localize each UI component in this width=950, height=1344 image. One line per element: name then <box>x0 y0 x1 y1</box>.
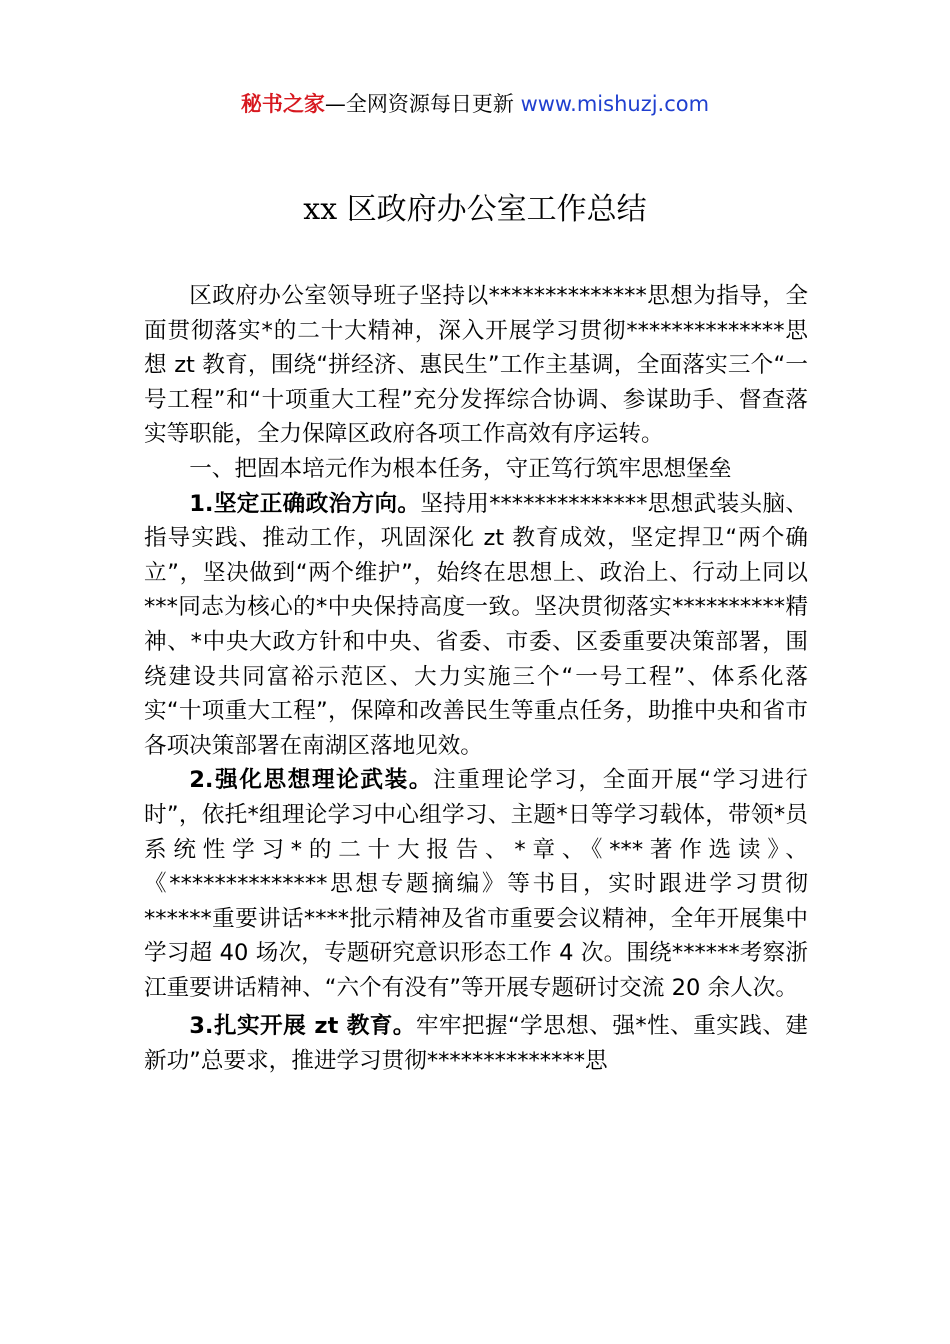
site-url-link[interactable]: www.mishuzj.com <box>520 92 710 116</box>
item-lead-2: 2.强化思想理论武装。 <box>189 767 434 794</box>
document-body <box>144 279 808 1079</box>
site-brand: 秘书之家 <box>240 92 325 116</box>
document-title-text: 区政府办公室工作总结 <box>346 192 647 227</box>
document-title <box>0 188 950 232</box>
item-lead-3: 3.扎实开展 zt 教育。 <box>189 1013 416 1040</box>
item-body-3: 牢牢把握“学思想、强*性、重实践、建新功”总要求，推进学习贯彻**************思 <box>144 1013 808 1075</box>
site-header <box>0 88 950 120</box>
item-body-1: 坚持用**************思想武装头脑、指导实践、推动工作，巩固深化 zt 教育成效，坚定捍卫“两个确立”，坚决做到“两个维护”，始终在思想上、政治上、行动上同以***同志为核心的*中央保持高度一致。坚决贯彻落实**********精神、*中央大政方针和中央、省委、市委、区委重要决策部署，围绕建设共同富裕示范区、大力实施三个“一号工程”、体系化落实“十项重大工程”，保障和改善民生等重点任务，助推中央和省市各项决策部署在南湖区落地见效。 <box>144 490 808 759</box>
item-paragraph-1 <box>144 487 808 764</box>
item-body-2: 注重理论学习，全面开展“学习进行时”，依托*组理论学习中心组学习、主题*日等学习载体，带领*员系统性学习*的二十大报告、*章、《***著作选读》、《**************思想专题摘编》等书目，实时跟进学习贯彻******重要讲话****批示精神及省市重要会议精神，全年开展集中学习超 40 场次，专题研究意识形态工作 4 次。围绕******考察浙江重要讲话精神、“六个有没有”等开展专题研讨交流 20 余人次。 <box>144 767 808 1001</box>
intro-paragraph: 区政府办公室领导班子坚持以**************思想为指导，全面贯彻落实*的二十大精神，深入开展学习贯彻**************思想 zt 教育，围绕“拼经济、惠民生”工作主基调，全面落实三个“一号工程”和“十项重大工程”充分发挥综合协调、参谋助手、督查落实等职能，全力保障区政府各项工作高效有序运转。 <box>144 283 808 448</box>
item-paragraph-3 <box>144 1009 808 1078</box>
item-lead-1: 1.坚定正确政治方向。 <box>189 490 421 517</box>
section-heading: 一、把固本培元作为根本任务，守正笃行筑牢思想堡垒 <box>189 455 732 482</box>
site-tagline: —全网资源每日更新 <box>324 92 514 116</box>
item-paragraph-2 <box>144 763 808 1005</box>
document-title-prefix: xx <box>303 192 338 227</box>
